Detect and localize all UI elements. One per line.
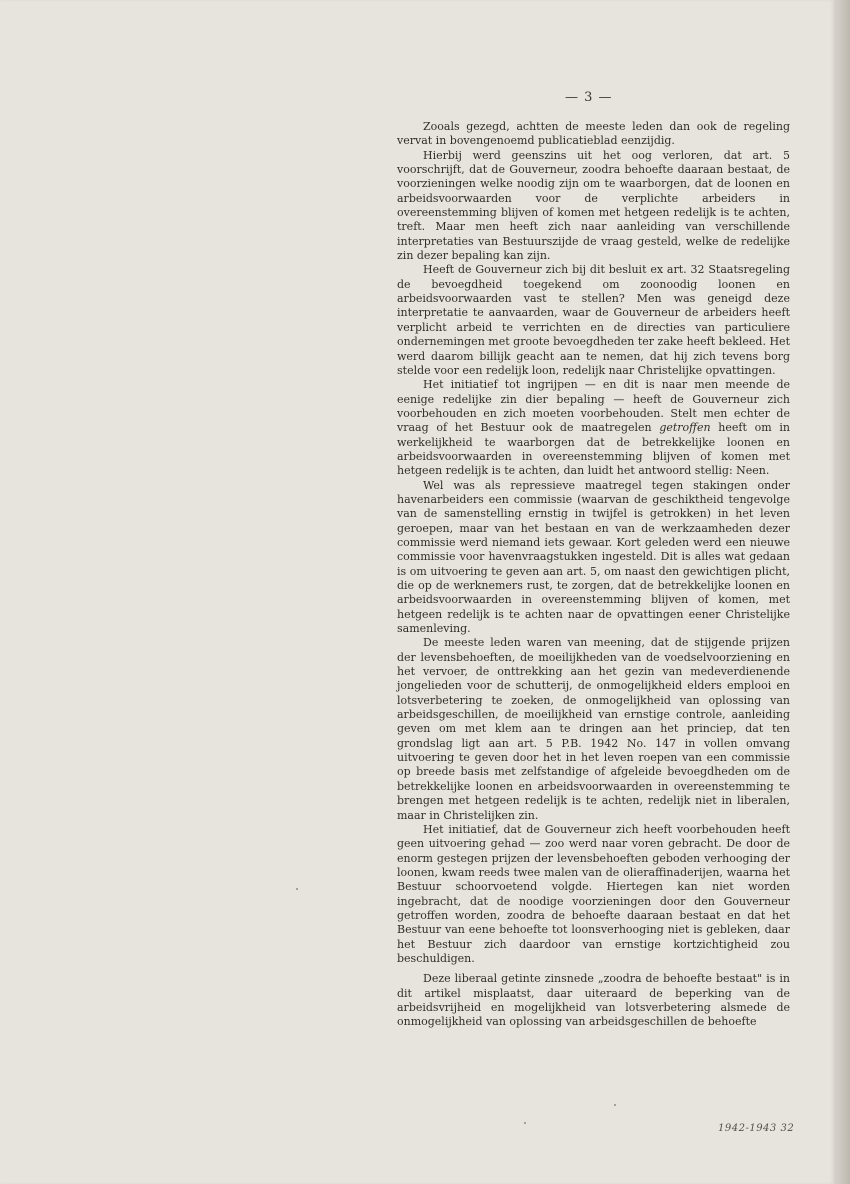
paragraph-2: Hierbij werd geenszins uit het oog verloren, dat art. 5 voorschrijft, dat de Gouverneur, zoodra behoefte daaraan bestaat, de voorzieningen welke noodig zijn om te waarborgen, dat de loonen en arbeidsvoorwaarden voor de verplichte arbeiders in overeenstemming blijven of komen met hetgeen redelijk is te achten, treft. Maar men heeft zich naar aanleiding van verschillende interpretaties van Bestuurszijde de vraag gesteld, welke de redelijke zin dezer bepaling kan zijn. bbox=[397, 148, 790, 263]
page-number: — 3 — bbox=[565, 90, 613, 105]
paragraph-3: Heeft de Gouverneur zich bij dit besluit ex art. 32 Staatsregeling de bevoegdheid toegekend om zoonoodig loonen en arbeidsvoorwaarden vast te stellen? Men was geneigd deze interpretatie te aanvaarden, waar de Gouverneur de arbeiders heeft verplicht arbeid te verrichten en de directies van particuliere ondernemingen met groote bevoegdheden ter zake heeft bekleed. Het werd daarom billijk geacht aan te nemen, dat hij zich tevens borg stelde voor een redelijk loon, redelijk naar Christelijke opvattingen. bbox=[397, 263, 790, 377]
paragraph-4: Het initiatief tot ingrijpen — en dit is naar men meende de eenige redelijke zin dier bepaling — heeft de Gouverneur zich voorbehouden en zich moeten voorbehouden. Stelt men echter de vraag of het Bestuur ook de maatregelen getroffen heeft om in werkelijkheid te waarborgen dat de betrekkelijke loonen en arbeidsvoorwaarden in overeenstemming blijven of komen met hetgeen redelijk is te achten, dan luidt het antwoord stellig: Neen. bbox=[397, 378, 790, 478]
paragraph-6: De meeste leden waren van meening, dat de stijgende prijzen der levensbehoeften, de moeilijkheden van de voedselvoorziening en het vervoer, de onttrekking aan het gezin van medeverdienende jongelieden voor de schutterij, de onmogelijkheid elders emplooi en lotsverbetering te zoeken, de onmogelijkheid van oplossing van arbeidsgeschillen, de moeilijkheid van ernstige controle, aanleiding geven om met klem aan te dringen aan het princiep, dat ten grondslag ligt aan art. 5 P.B. 1942 No. 147 in vollen omvang uitvoering te geven door het in het leven roepen van een commissie op breede basis met zelfstandige of afgeleide bevoegdheden om de betrekkelijke loonen en arbeidsvoorwaarden in overeenstemming te brengen met hetgeen redelijk is te achten, redelijk niet in liberalen, maar in Christelijken zin. bbox=[397, 636, 790, 822]
page-edge bbox=[834, 0, 850, 1184]
paragraph-7: Het initiatief, dat de Gouverneur zich heeft voorbehouden heeft geen uitvoering gehad — zoo werd naar voren gebracht. De door de enorm gestegen prijzen der levensbehoeften geboden verhooging der loonen, kwam reeds twee malen van de olieraffinaderijen, waarna het Bestuur schoorvoetend volgde. Hiertegen kan niet worden ingebracht, dat de noodige voorzieningen door den Gouverneur getroffen worden, zoodra de behoefte daaraan bestaat en dat het Bestuur van eene behoefte tot loonsverhooging niet is gebleken, daar het Bestuur zich daardoor van ernstige kortzichtigheid zou beschuldigen. bbox=[397, 822, 790, 965]
paragraph-5: Wel was als repressieve maatregel tegen stakingen onder havenarbeiders een commissie (waarvan de geschiktheid tengevolge van de samenstelling ernstig in twijfel is getrokken) in het leven geroepen, maar van het bestaan en van de werkzaamheden dezer commissie werd niemand iets gewaar. Kort geleden werd een nieuwe commissie voor havenvraagstukken ingesteld. Dit is alles wat gedaan is om uitvoering te geven aan art. 5, om naast den gewichtigen plicht, die op de werknemers rust, te zorgen, dat de betrekkelijke loonen en arbeidsvoorwaarden in overeenstemming blijven of komen, met hetgeen redelijk is te achten naar de opvattingen eener Christelijke samenleving. bbox=[397, 478, 790, 636]
paper-speck bbox=[296, 888, 298, 890]
paragraph-8: Deze liberaal getinte zinsnede „zoodra de behoefte bestaat" is in dit artikel misplaatst, daar uiteraard de beperking van de arbeidsvrijheid en mogelijkheid van lotsverbetering alsmede de onmogelijkheid van oplossing van arbeidsgeschillen de behoefte bbox=[397, 972, 790, 1029]
paragraph-1: Zooals gezegd, achtten de meeste leden dan ook de regeling vervat in bovengenoemd publicatieblad eenzijdig. bbox=[397, 120, 790, 148]
body-text bbox=[397, 120, 790, 1030]
paper-speck bbox=[524, 1122, 526, 1124]
emphasized-word: getroffen bbox=[659, 421, 711, 435]
paper-speck bbox=[614, 1104, 616, 1106]
archive-mark: 1942-1943 32 bbox=[718, 1123, 795, 1134]
